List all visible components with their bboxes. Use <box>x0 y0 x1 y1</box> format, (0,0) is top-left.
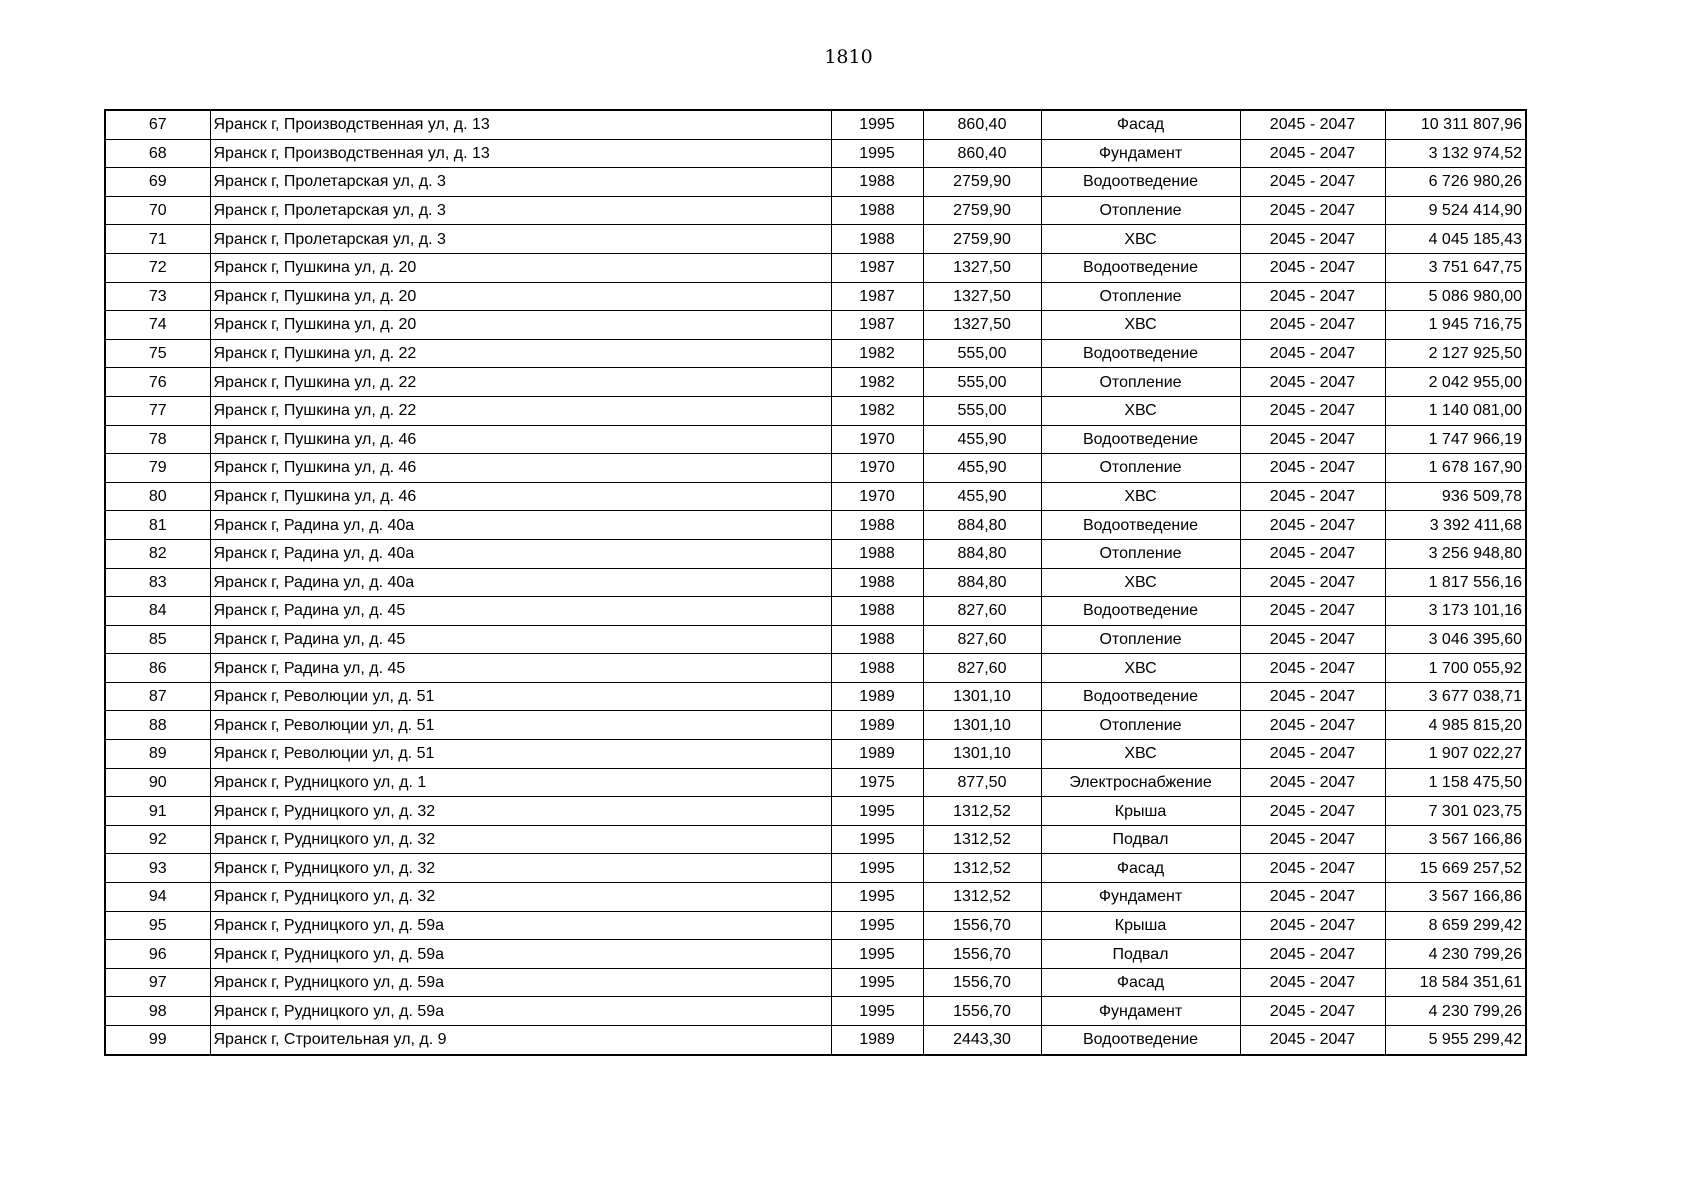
work-type-cell: Водоотведение <box>1041 511 1240 540</box>
work-type-cell: Водоотведение <box>1041 425 1240 454</box>
build-year-cell: 1987 <box>831 282 923 311</box>
cost-cell: 3 751 647,75 <box>1385 253 1526 282</box>
table-row <box>105 854 1526 883</box>
row-number-cell: 90 <box>105 768 210 797</box>
area-cell: 1556,70 <box>923 911 1041 940</box>
table-row <box>105 139 1526 168</box>
table-row <box>105 225 1526 254</box>
work-type-cell: ХВС <box>1041 396 1240 425</box>
cost-cell: 10 311 807,96 <box>1385 110 1526 139</box>
address-cell: Яранск г, Радина ул, д. 45 <box>210 597 831 626</box>
cost-cell: 8 659 299,42 <box>1385 911 1526 940</box>
area-cell: 2759,90 <box>923 225 1041 254</box>
area-cell: 1556,70 <box>923 940 1041 969</box>
repair-schedule-table <box>104 109 1527 1056</box>
area-cell: 555,00 <box>923 368 1041 397</box>
address-cell: Яранск г, Пушкина ул, д. 46 <box>210 425 831 454</box>
work-type-cell: Водоотведение <box>1041 253 1240 282</box>
build-year-cell: 1988 <box>831 225 923 254</box>
row-number-cell: 96 <box>105 940 210 969</box>
row-number-cell: 89 <box>105 740 210 769</box>
row-number-cell: 94 <box>105 883 210 912</box>
row-number-cell: 97 <box>105 968 210 997</box>
area-cell: 2443,30 <box>923 1026 1041 1055</box>
cost-cell: 5 955 299,42 <box>1385 1026 1526 1055</box>
row-number-cell: 77 <box>105 396 210 425</box>
address-cell: Яранск г, Революции ул, д. 51 <box>210 711 831 740</box>
work-type-cell: Подвал <box>1041 825 1240 854</box>
cost-cell: 3 046 395,60 <box>1385 625 1526 654</box>
address-cell: Яранск г, Радина ул, д. 45 <box>210 654 831 683</box>
table-row <box>105 825 1526 854</box>
cost-cell: 2 042 955,00 <box>1385 368 1526 397</box>
build-year-cell: 1970 <box>831 454 923 483</box>
area-cell: 1301,10 <box>923 682 1041 711</box>
period-cell: 2045 - 2047 <box>1240 911 1385 940</box>
cost-cell: 3 132 974,52 <box>1385 139 1526 168</box>
row-number-cell: 79 <box>105 454 210 483</box>
period-cell: 2045 - 2047 <box>1240 740 1385 769</box>
period-cell: 2045 - 2047 <box>1240 196 1385 225</box>
build-year-cell: 1989 <box>831 740 923 769</box>
row-number-cell: 83 <box>105 568 210 597</box>
row-number-cell: 98 <box>105 997 210 1026</box>
work-type-cell: Отопление <box>1041 711 1240 740</box>
table-row <box>105 1026 1526 1055</box>
work-type-cell: Водоотведение <box>1041 1026 1240 1055</box>
row-number-cell: 69 <box>105 168 210 197</box>
build-year-cell: 1995 <box>831 911 923 940</box>
table-row <box>105 711 1526 740</box>
table-row <box>105 883 1526 912</box>
address-cell: Яранск г, Пролетарская ул, д. 3 <box>210 196 831 225</box>
work-type-cell: Водоотведение <box>1041 682 1240 711</box>
row-number-cell: 71 <box>105 225 210 254</box>
area-cell: 1327,50 <box>923 282 1041 311</box>
address-cell: Яранск г, Рудницкого ул, д. 59а <box>210 940 831 969</box>
period-cell: 2045 - 2047 <box>1240 711 1385 740</box>
work-type-cell: Отопление <box>1041 454 1240 483</box>
area-cell: 455,90 <box>923 454 1041 483</box>
work-type-cell: Фундамент <box>1041 139 1240 168</box>
table-row <box>105 740 1526 769</box>
address-cell: Яранск г, Рудницкого ул, д. 32 <box>210 883 831 912</box>
build-year-cell: 1982 <box>831 368 923 397</box>
build-year-cell: 1987 <box>831 311 923 340</box>
cost-cell: 1 140 081,00 <box>1385 396 1526 425</box>
build-year-cell: 1982 <box>831 339 923 368</box>
build-year-cell: 1987 <box>831 253 923 282</box>
period-cell: 2045 - 2047 <box>1240 396 1385 425</box>
build-year-cell: 1995 <box>831 883 923 912</box>
area-cell: 555,00 <box>923 396 1041 425</box>
area-cell: 455,90 <box>923 482 1041 511</box>
table-row <box>105 654 1526 683</box>
period-cell: 2045 - 2047 <box>1240 110 1385 139</box>
build-year-cell: 1989 <box>831 1026 923 1055</box>
row-number-cell: 95 <box>105 911 210 940</box>
cost-cell: 4 045 185,43 <box>1385 225 1526 254</box>
work-type-cell: Фасад <box>1041 968 1240 997</box>
address-cell: Яранск г, Пушкина ул, д. 46 <box>210 454 831 483</box>
work-type-cell: Отопление <box>1041 625 1240 654</box>
area-cell: 555,00 <box>923 339 1041 368</box>
cost-cell: 7 301 023,75 <box>1385 797 1526 826</box>
period-cell: 2045 - 2047 <box>1240 425 1385 454</box>
row-number-cell: 76 <box>105 368 210 397</box>
build-year-cell: 1995 <box>831 139 923 168</box>
row-number-cell: 80 <box>105 482 210 511</box>
address-cell: Яранск г, Радина ул, д. 40а <box>210 539 831 568</box>
build-year-cell: 1995 <box>831 854 923 883</box>
period-cell: 2045 - 2047 <box>1240 339 1385 368</box>
address-cell: Яранск г, Пролетарская ул, д. 3 <box>210 225 831 254</box>
table-row <box>105 110 1526 139</box>
work-type-cell: Фундамент <box>1041 997 1240 1026</box>
work-type-cell: Крыша <box>1041 911 1240 940</box>
table-row <box>105 368 1526 397</box>
build-year-cell: 1975 <box>831 768 923 797</box>
table-row <box>105 968 1526 997</box>
table-row <box>105 539 1526 568</box>
address-cell: Яранск г, Строительная ул, д. 9 <box>210 1026 831 1055</box>
period-cell: 2045 - 2047 <box>1240 654 1385 683</box>
period-cell: 2045 - 2047 <box>1240 253 1385 282</box>
table-row <box>105 997 1526 1026</box>
work-type-cell: ХВС <box>1041 568 1240 597</box>
cost-cell: 3 567 166,86 <box>1385 825 1526 854</box>
period-cell: 2045 - 2047 <box>1240 797 1385 826</box>
build-year-cell: 1988 <box>831 568 923 597</box>
row-number-cell: 88 <box>105 711 210 740</box>
build-year-cell: 1995 <box>831 997 923 1026</box>
period-cell: 2045 - 2047 <box>1240 454 1385 483</box>
row-number-cell: 92 <box>105 825 210 854</box>
table-row <box>105 311 1526 340</box>
period-cell: 2045 - 2047 <box>1240 597 1385 626</box>
period-cell: 2045 - 2047 <box>1240 311 1385 340</box>
area-cell: 1312,52 <box>923 883 1041 912</box>
table-row <box>105 253 1526 282</box>
address-cell: Яранск г, Пушкина ул, д. 20 <box>210 311 831 340</box>
cost-cell: 5 086 980,00 <box>1385 282 1526 311</box>
period-cell: 2045 - 2047 <box>1240 968 1385 997</box>
cost-cell: 1 945 716,75 <box>1385 311 1526 340</box>
table-row <box>105 568 1526 597</box>
build-year-cell: 1982 <box>831 396 923 425</box>
area-cell: 860,40 <box>923 139 1041 168</box>
area-cell: 455,90 <box>923 425 1041 454</box>
row-number-cell: 72 <box>105 253 210 282</box>
cost-cell: 3 677 038,71 <box>1385 682 1526 711</box>
work-type-cell: Отопление <box>1041 539 1240 568</box>
area-cell: 884,80 <box>923 568 1041 597</box>
area-cell: 827,60 <box>923 654 1041 683</box>
table-row <box>105 597 1526 626</box>
build-year-cell: 1970 <box>831 482 923 511</box>
table-row <box>105 168 1526 197</box>
build-year-cell: 1995 <box>831 825 923 854</box>
row-number-cell: 75 <box>105 339 210 368</box>
row-number-cell: 93 <box>105 854 210 883</box>
row-number-cell: 70 <box>105 196 210 225</box>
cost-cell: 3 173 101,16 <box>1385 597 1526 626</box>
build-year-cell: 1988 <box>831 539 923 568</box>
cost-cell: 6 726 980,26 <box>1385 168 1526 197</box>
cost-cell: 1 158 475,50 <box>1385 768 1526 797</box>
address-cell: Яранск г, Рудницкого ул, д. 59а <box>210 968 831 997</box>
work-type-cell: ХВС <box>1041 654 1240 683</box>
build-year-cell: 1995 <box>831 110 923 139</box>
address-cell: Яранск г, Революции ул, д. 51 <box>210 740 831 769</box>
row-number-cell: 67 <box>105 110 210 139</box>
area-cell: 1301,10 <box>923 740 1041 769</box>
build-year-cell: 1988 <box>831 196 923 225</box>
period-cell: 2045 - 2047 <box>1240 139 1385 168</box>
period-cell: 2045 - 2047 <box>1240 482 1385 511</box>
build-year-cell: 1988 <box>831 625 923 654</box>
cost-cell: 936 509,78 <box>1385 482 1526 511</box>
work-type-cell: Фасад <box>1041 110 1240 139</box>
row-number-cell: 85 <box>105 625 210 654</box>
area-cell: 1327,50 <box>923 311 1041 340</box>
period-cell: 2045 - 2047 <box>1240 854 1385 883</box>
work-type-cell: ХВС <box>1041 482 1240 511</box>
table-row <box>105 511 1526 540</box>
work-type-cell: Крыша <box>1041 797 1240 826</box>
period-cell: 2045 - 2047 <box>1240 568 1385 597</box>
table-row <box>105 482 1526 511</box>
address-cell: Яранск г, Рудницкого ул, д. 59а <box>210 997 831 1026</box>
cost-cell: 4 230 799,26 <box>1385 997 1526 1026</box>
row-number-cell: 99 <box>105 1026 210 1055</box>
period-cell: 2045 - 2047 <box>1240 682 1385 711</box>
row-number-cell: 87 <box>105 682 210 711</box>
address-cell: Яранск г, Радина ул, д. 40а <box>210 568 831 597</box>
table-row <box>105 396 1526 425</box>
area-cell: 1301,10 <box>923 711 1041 740</box>
address-cell: Яранск г, Революции ул, д. 51 <box>210 682 831 711</box>
address-cell: Яранск г, Пушкина ул, д. 22 <box>210 368 831 397</box>
row-number-cell: 84 <box>105 597 210 626</box>
table-row <box>105 940 1526 969</box>
build-year-cell: 1995 <box>831 940 923 969</box>
area-cell: 2759,90 <box>923 168 1041 197</box>
area-cell: 827,60 <box>923 597 1041 626</box>
address-cell: Яранск г, Пролетарская ул, д. 3 <box>210 168 831 197</box>
area-cell: 2759,90 <box>923 196 1041 225</box>
cost-cell: 4 985 815,20 <box>1385 711 1526 740</box>
area-cell: 877,50 <box>923 768 1041 797</box>
cost-cell: 1 907 022,27 <box>1385 740 1526 769</box>
cost-cell: 2 127 925,50 <box>1385 339 1526 368</box>
period-cell: 2045 - 2047 <box>1240 1026 1385 1055</box>
period-cell: 2045 - 2047 <box>1240 768 1385 797</box>
work-type-cell: Электроснабжение <box>1041 768 1240 797</box>
address-cell: Яранск г, Производственная ул, д. 13 <box>210 139 831 168</box>
build-year-cell: 1995 <box>831 968 923 997</box>
area-cell: 860,40 <box>923 110 1041 139</box>
build-year-cell: 1988 <box>831 511 923 540</box>
work-type-cell: Фасад <box>1041 854 1240 883</box>
cost-cell: 4 230 799,26 <box>1385 940 1526 969</box>
table-row <box>105 425 1526 454</box>
address-cell: Яранск г, Пушкина ул, д. 20 <box>210 282 831 311</box>
area-cell: 884,80 <box>923 511 1041 540</box>
area-cell: 827,60 <box>923 625 1041 654</box>
row-number-cell: 74 <box>105 311 210 340</box>
address-cell: Яранск г, Радина ул, д. 40а <box>210 511 831 540</box>
area-cell: 1312,52 <box>923 825 1041 854</box>
area-cell: 1556,70 <box>923 968 1041 997</box>
row-number-cell: 91 <box>105 797 210 826</box>
work-type-cell: Отопление <box>1041 368 1240 397</box>
table-row <box>105 797 1526 826</box>
build-year-cell: 1989 <box>831 711 923 740</box>
cost-cell: 1 747 966,19 <box>1385 425 1526 454</box>
period-cell: 2045 - 2047 <box>1240 625 1385 654</box>
cost-cell: 3 567 166,86 <box>1385 883 1526 912</box>
work-type-cell: Водоотведение <box>1041 168 1240 197</box>
cost-cell: 3 392 411,68 <box>1385 511 1526 540</box>
period-cell: 2045 - 2047 <box>1240 282 1385 311</box>
area-cell: 1312,52 <box>923 797 1041 826</box>
table-body <box>105 110 1526 1055</box>
address-cell: Яранск г, Пушкина ул, д. 22 <box>210 339 831 368</box>
address-cell: Яранск г, Пушкина ул, д. 22 <box>210 396 831 425</box>
work-type-cell: ХВС <box>1041 311 1240 340</box>
address-cell: Яранск г, Пушкина ул, д. 46 <box>210 482 831 511</box>
table-row <box>105 454 1526 483</box>
cost-cell: 3 256 948,80 <box>1385 539 1526 568</box>
table-row <box>105 682 1526 711</box>
cost-cell: 1 678 167,90 <box>1385 454 1526 483</box>
work-type-cell: Подвал <box>1041 940 1240 969</box>
build-year-cell: 1988 <box>831 654 923 683</box>
row-number-cell: 82 <box>105 539 210 568</box>
work-type-cell: Водоотведение <box>1041 597 1240 626</box>
work-type-cell: Отопление <box>1041 282 1240 311</box>
period-cell: 2045 - 2047 <box>1240 997 1385 1026</box>
address-cell: Яранск г, Пушкина ул, д. 20 <box>210 253 831 282</box>
period-cell: 2045 - 2047 <box>1240 883 1385 912</box>
area-cell: 1312,52 <box>923 854 1041 883</box>
build-year-cell: 1989 <box>831 682 923 711</box>
cost-cell: 18 584 351,61 <box>1385 968 1526 997</box>
address-cell: Яранск г, Рудницкого ул, д. 59а <box>210 911 831 940</box>
row-number-cell: 73 <box>105 282 210 311</box>
row-number-cell: 68 <box>105 139 210 168</box>
period-cell: 2045 - 2047 <box>1240 511 1385 540</box>
area-cell: 1327,50 <box>923 253 1041 282</box>
build-year-cell: 1995 <box>831 797 923 826</box>
period-cell: 2045 - 2047 <box>1240 825 1385 854</box>
build-year-cell: 1988 <box>831 597 923 626</box>
cost-cell: 1 700 055,92 <box>1385 654 1526 683</box>
cost-cell: 1 817 556,16 <box>1385 568 1526 597</box>
cost-cell: 15 669 257,52 <box>1385 854 1526 883</box>
cost-cell: 9 524 414,90 <box>1385 196 1526 225</box>
work-type-cell: Фундамент <box>1041 883 1240 912</box>
work-type-cell: ХВС <box>1041 740 1240 769</box>
page-number: 1810 <box>824 46 873 68</box>
table-row <box>105 625 1526 654</box>
build-year-cell: 1970 <box>831 425 923 454</box>
address-cell: Яранск г, Производственная ул, д. 13 <box>210 110 831 139</box>
table-row <box>105 911 1526 940</box>
period-cell: 2045 - 2047 <box>1240 940 1385 969</box>
address-cell: Яранск г, Рудницкого ул, д. 32 <box>210 797 831 826</box>
period-cell: 2045 - 2047 <box>1240 168 1385 197</box>
period-cell: 2045 - 2047 <box>1240 368 1385 397</box>
row-number-cell: 86 <box>105 654 210 683</box>
address-cell: Яранск г, Рудницкого ул, д. 32 <box>210 825 831 854</box>
row-number-cell: 81 <box>105 511 210 540</box>
work-type-cell: Водоотведение <box>1041 339 1240 368</box>
address-cell: Яранск г, Радина ул, д. 45 <box>210 625 831 654</box>
address-cell: Яранск г, Рудницкого ул, д. 1 <box>210 768 831 797</box>
table-row <box>105 196 1526 225</box>
period-cell: 2045 - 2047 <box>1240 539 1385 568</box>
row-number-cell: 78 <box>105 425 210 454</box>
work-type-cell: ХВС <box>1041 225 1240 254</box>
table-row <box>105 768 1526 797</box>
work-type-cell: Отопление <box>1041 196 1240 225</box>
build-year-cell: 1988 <box>831 168 923 197</box>
table-row <box>105 282 1526 311</box>
table-row <box>105 339 1526 368</box>
area-cell: 884,80 <box>923 539 1041 568</box>
area-cell: 1556,70 <box>923 997 1041 1026</box>
period-cell: 2045 - 2047 <box>1240 225 1385 254</box>
address-cell: Яранск г, Рудницкого ул, д. 32 <box>210 854 831 883</box>
